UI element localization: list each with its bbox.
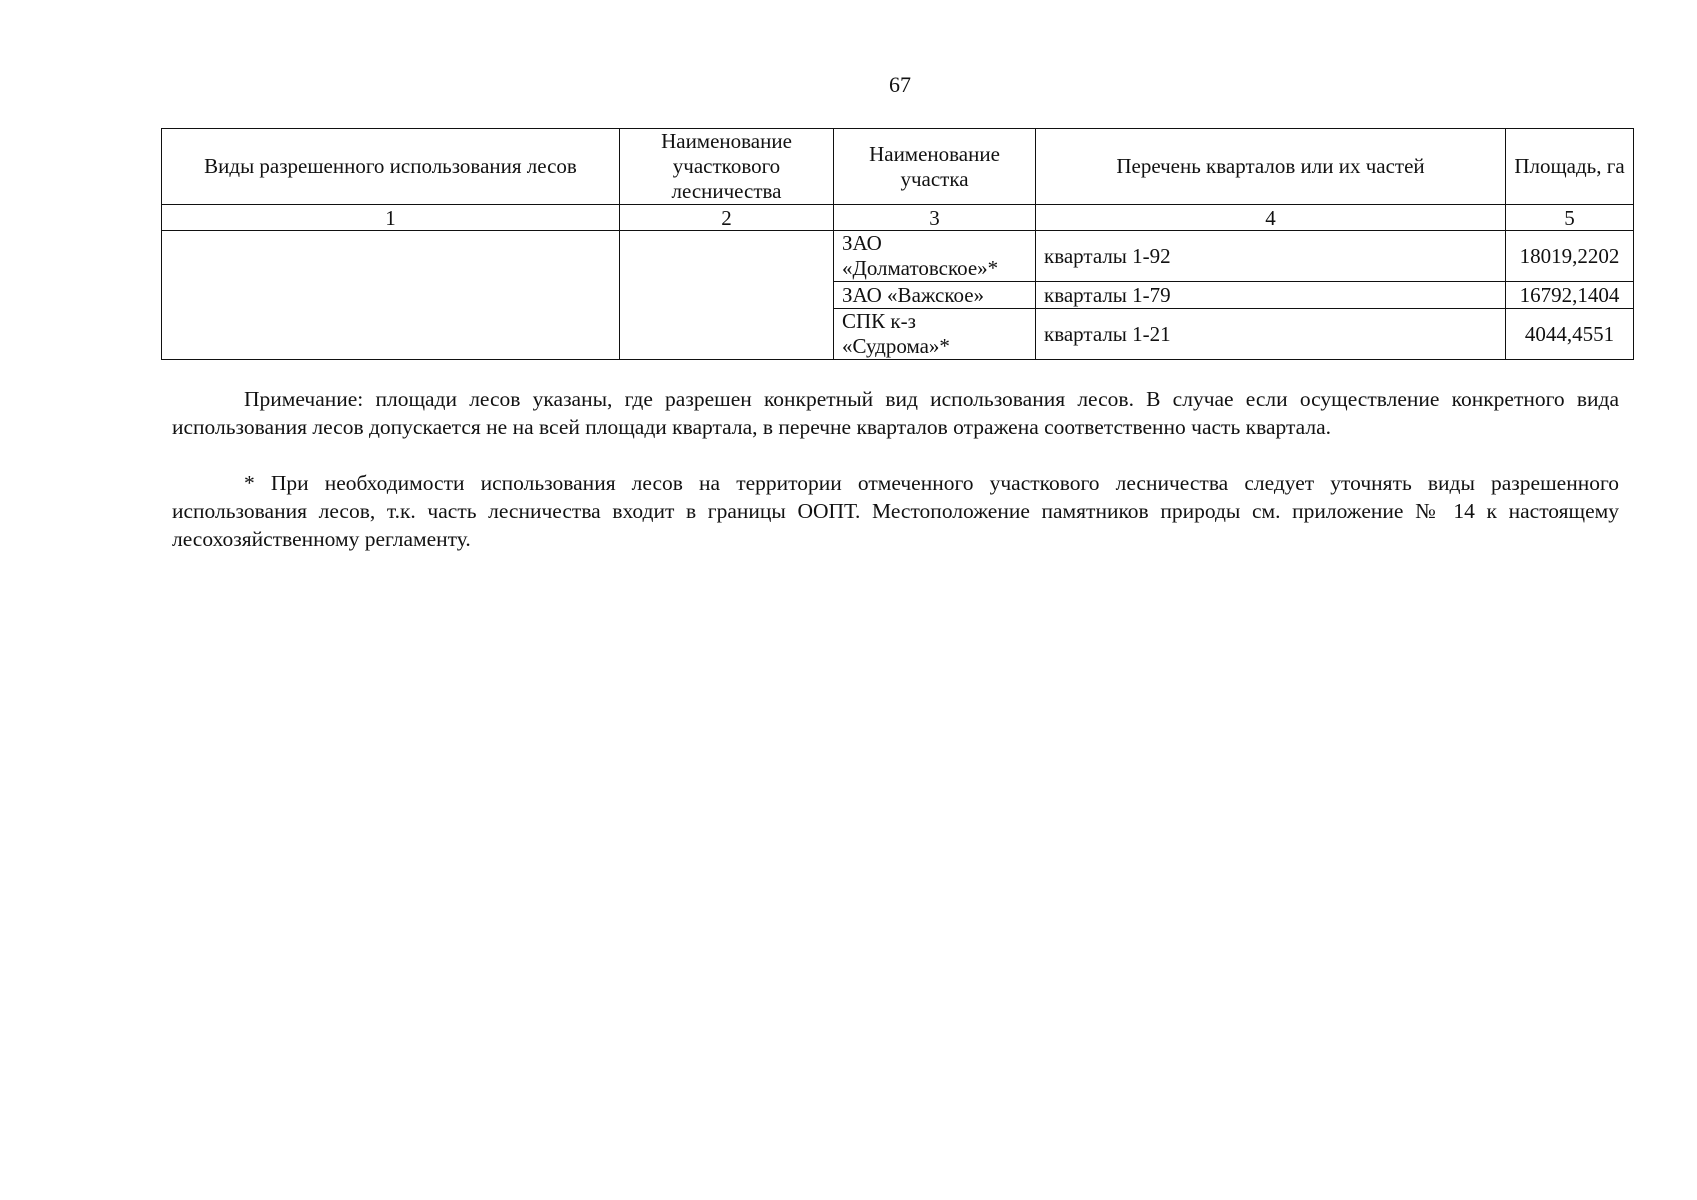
quarters-cell: кварталы 1-21: [1036, 309, 1506, 360]
plot-name-cell: ЗАО «Важское»: [834, 282, 1036, 309]
table-row: [162, 231, 1634, 282]
quarters-cell: кварталы 1-79: [1036, 282, 1506, 309]
header-forestry-name: Наименование участкового лесничества: [620, 129, 834, 205]
column-number: 2: [620, 205, 834, 231]
page-number: 67: [889, 72, 911, 97]
column-number-row: [162, 205, 1634, 231]
forest-use-table: [161, 128, 1634, 360]
forestry-name-cell: [620, 231, 834, 360]
header-plot-name: Наименование участка: [834, 129, 1036, 205]
plot-name-cell: ЗАО «Долматовское»*: [834, 231, 1036, 282]
plot-name-cell: СПК к-з «Судрома»*: [834, 309, 1036, 360]
table-header-row: [162, 129, 1634, 205]
column-number: 5: [1506, 205, 1634, 231]
note-paragraph: Примечание: площади лесов указаны, где разрешен конкретный вид использования лесов. В случае если осуществление конкретного вида использования лесов допускается не на всей площади квартала, в перечне кварталов отражена соответственно часть квартала.: [172, 387, 1619, 439]
area-cell: 18019,2202: [1506, 231, 1634, 282]
area-cell: 16792,1404: [1506, 282, 1634, 309]
use-types-cell: [162, 231, 620, 360]
quarters-cell: кварталы 1-92: [1036, 231, 1506, 282]
column-number: 1: [162, 205, 620, 231]
header-use-types: Виды разрешенного использования лесов: [162, 129, 620, 205]
header-quarters-list: Перечень кварталов или их частей: [1036, 129, 1506, 205]
column-number: 4: [1036, 205, 1506, 231]
header-area: Площадь, га: [1506, 129, 1634, 205]
column-number: 3: [834, 205, 1036, 231]
footnote-paragraph: * При необходимости использования лесов на территории отмеченного участкового лесничества следует уточнять виды разрешенного использования лесов, т.к. часть лесничества входит в границы ООПТ. Местоположение памятников природы см. приложение № 14 к настоящему лесохозяйственному регламенту.: [172, 471, 1619, 551]
area-cell: 4044,4551: [1506, 309, 1634, 360]
